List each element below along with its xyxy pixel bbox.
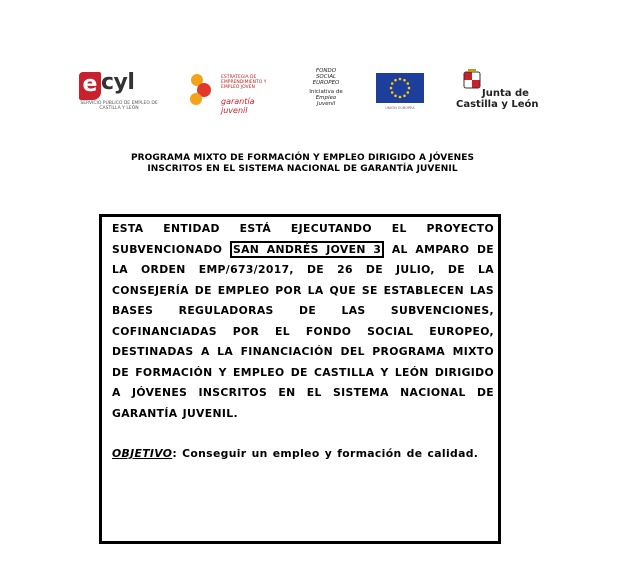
fse-line1: FONDO [315,68,337,74]
junta-line1: Junta de [482,88,529,99]
title-line1: PROGRAMA MIXTO DE FORMACIÓN Y EMPLEO DIRIGIDO A JÓVENES [130,153,475,163]
ecyl-e-mark: e [79,72,101,100]
fse-line2: SOCIAL [315,74,337,81]
fse-line3: EUROPEO [312,80,340,87]
notice-box [99,214,501,544]
ecyl-subtitle: SERVICIO PÚBLICO DE EMPLEO DE CASTILLA Y LEÓN [80,101,158,111]
fse-logo [296,68,356,118]
garantia-juvenil-logo [187,72,267,115]
objective-text: : Conseguir un empleo y formación de calidad. [172,447,479,460]
notice-content [112,219,494,465]
eu-stars-icon [376,73,424,103]
eu-logo [376,73,424,113]
junta-line2: Castilla y León [456,99,539,110]
fse-line5: Empleo [315,94,337,101]
logo-bar [0,0,617,130]
junta-logo [456,69,538,115]
project-name: SAN ANDRÉS JOVEN 3 [230,241,384,258]
objective-label: OBJETIVO [112,447,173,460]
ecyl-wordmark: cyl [101,70,135,95]
fse-line6: Juvenil [316,101,336,108]
garantia-juvenil-icon [187,72,215,106]
objective-paragraph [112,444,494,465]
garantia-strategy-text: ESTRATEGIA DE EMPRENDIMIENTO Y EMPLEO JOVEN [221,75,267,90]
eu-flag-icon [376,73,424,103]
title-line2: INSCRITOS EN EL SISTEMA NACIONAL DE GARANTÍA JUVENIL [147,164,458,174]
notice-paragraph [112,219,494,424]
notice-text-before: ESTA ENTIDAD ESTÁ EJECUTANDO EL PROYECTO SUBVENCIONADO [112,222,494,256]
ecyl-logo [73,70,165,114]
coat-of-arms-icon [463,69,481,91]
garantia-brand: garantía juvenil [221,97,255,115]
page-title [90,153,515,175]
fse-line4: Iniciativa de [309,88,343,95]
notice-text-after: AL AMPARO DE LA ORDEN EMP/673/2017, DE 26 DE JULIO, DE LA CONSEJERÍA DE EMPLEO POR LA QUE SE ESTABLECEN LAS BASES REGULADORAS DE LAS SUBVENCIONES, COFINANCIADAS POR EL FONDO SOCIAL EUROPEO, DESTINADAS A LA FINANCIACIÓN DEL PROGRAMA MIXTO DE FORMACIÓN Y EMPLEO DE CASTILLA Y LEÓN DIRIGIDO A JÓVENES INSCRITOS EN EL SISTEMA NACIONAL DE GARANTÍA JUVENIL. [112,242,495,420]
eu-caption: UNIÓN EUROPEA [385,106,415,110]
